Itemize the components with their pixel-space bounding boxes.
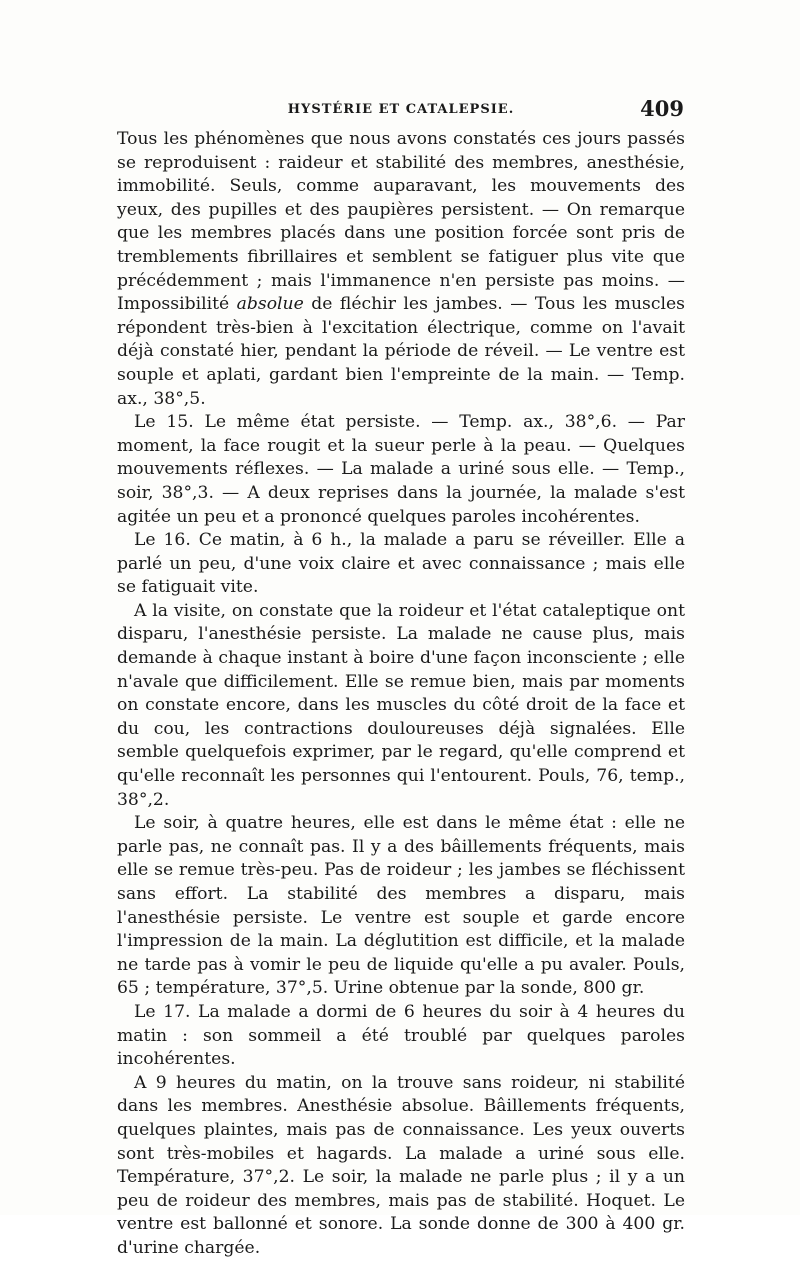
running-head <box>118 96 684 122</box>
paragraph-1-after: de fléchir les jambes. — Tous les muscles répondent très-bien à l'excitation électrique, comme on l'avait déjà constaté hier, pendant la période de réveil. — Le ventre est souple et aplati, gardant bien l'empreinte de la main. — Temp. ax., 38°,5. <box>117 294 685 409</box>
paragraph-a-9-heures: A 9 heures du matin, on la trouve sans roideur, ni stabilité dans les membres. Anesthésie absolue. Bâillements fréquents, quelques plaintes, mais pas de connaissance. Les yeux ouverts sont très-mobiles et hagards. La malade a uriné sous elle. Température, 37°,2. Le soir, la malade ne parle plus ; il y a un peu de roideur des membres, mais pas de stabilité. Hoquet. Le ventre est ballonné et sonore. La sonde donne de 300 à 400 gr. d'urine chargée. <box>117 1072 685 1258</box>
paragraph-le-15: Le 15. Le même état persiste. — Temp. ax., 38°,6. — Par moment, la face rougit et la sueur perle à la peau. — Quelques mouvements réflexes. — La malade a uriné sous elle. — Temp., soir, 38°,3. — A deux reprises dans la journée, la malade s'est agitée un peu et a prononcé quelques paroles incohérentes. <box>117 412 685 527</box>
paragraph-le-17: Le 17. La malade a dormi de 6 heures du soir à 4 heures du matin : son sommeil a été troublé par quelques paroles incohérentes. <box>117 1001 685 1070</box>
running-title: HYSTÉRIE ET CATALEPSIE. <box>287 102 515 117</box>
paragraph-1-before: Tous les phénomènes que nous avons constatés ces jours passés se reproduisent : raideur et stabilité des membres, anesthésie, immobilité. Seuls, comme auparavant, les mouvements des yeux, des pupilles et des paupières persistent. — On remarque que les membres placés dans une position forcée sont pris de tremblements fibrillaires et semblent se fatiguer plus vite que précédemment ; mais l'immanence n'en persiste pas moins. — Impossibilité <box>117 129 685 315</box>
paragraph-le-soir: Le soir, à quatre heures, elle est dans le même état : elle ne parle pas, ne connaît pas. Il y a des bâillements fréquents, mais elle se remue très-peu. Pas de roideur ; les jambes se fléchissent sans effort. La stabilité des membres a disparu, mais l'anesthésie persiste. Le ventre est souple et garde encore l'impression de la main. La déglutition est difficile, et la malade ne tarde pas à vomir le peu de liquide qu'elle a pu avaler. Pouls, 65 ; température, 37°,5. Urine obtenue par la sonde, 800 gr. <box>117 813 685 999</box>
paragraph-1 <box>117 128 685 411</box>
body-text <box>117 128 685 1261</box>
paragraph-le-16: Le 16. Ce matin, à 6 h., la malade a paru se réveiller. Elle a parlé un peu, d'une voix claire et avec connaissance ; mais elle se fatiguait vite. <box>117 530 685 598</box>
paragraph-a-la-visite: A la visite, on constate que la roideur et l'état cataleptique ont disparu, l'anesthésie persiste. La malade ne cause plus, mais demande à chaque instant à boire d'une façon inconsciente ; elle n'avale que difficilement. Elle se remue bien, mais par moments on constate encore, dans les muscles du côté droit de la face et du cou, les contractions douloureuses déjà signalées. Elle semble quelquefois exprimer, par le regard, qu'elle comprend et qu'elle reconnaît les personnes qui l'entourent. Pouls, 76, temp., 38°,2. <box>117 600 685 810</box>
emphasis-absolue: absolue <box>236 294 304 315</box>
page-number: 409 <box>640 96 684 121</box>
